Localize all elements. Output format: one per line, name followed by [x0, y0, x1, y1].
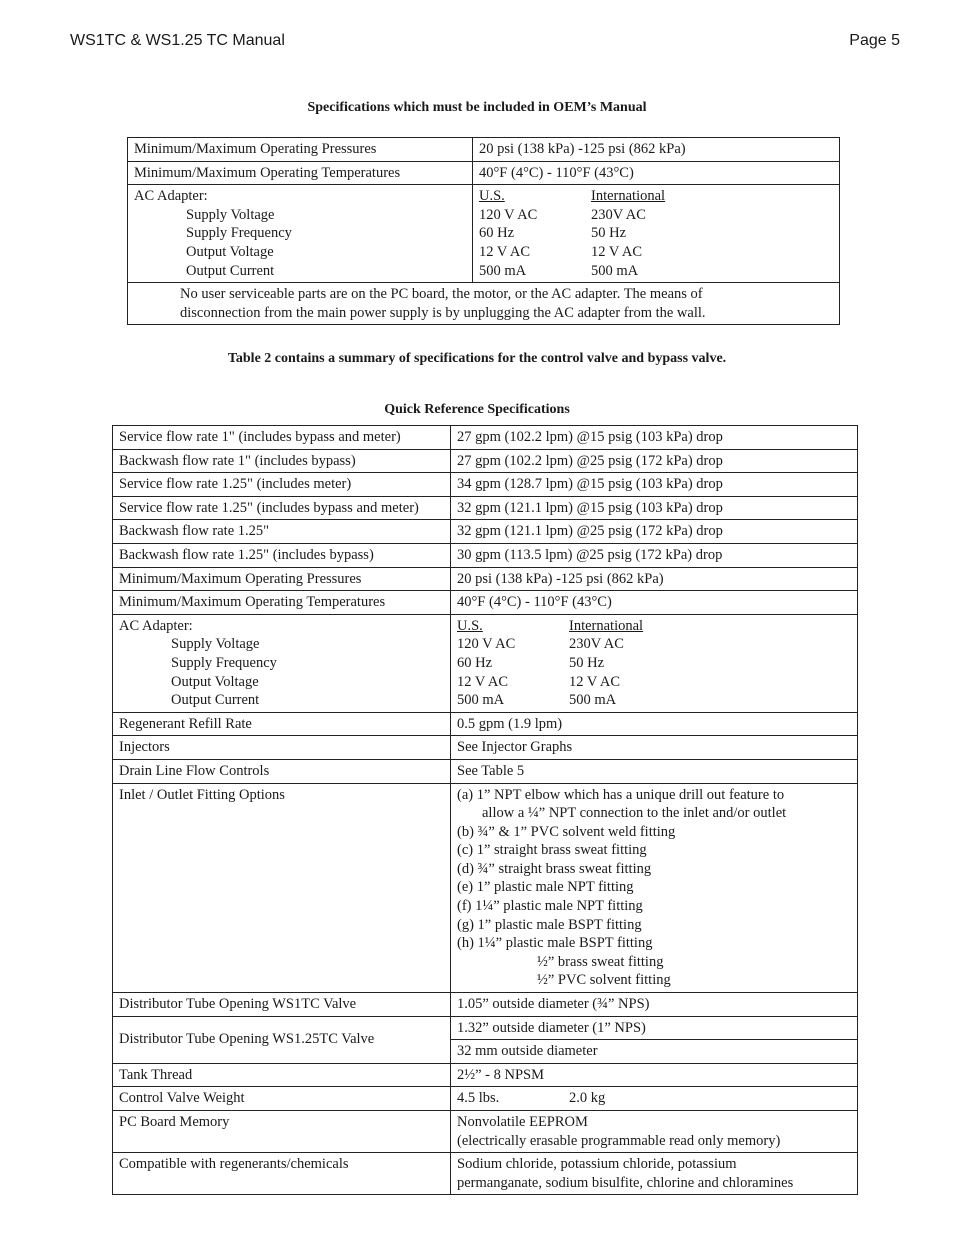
compat-cell	[451, 1153, 858, 1195]
row-value: See Table 5	[451, 759, 858, 783]
table-row	[128, 283, 840, 325]
row-label: Backwash flow rate 1" (includes bypass)	[113, 449, 451, 473]
row-value: 0.5 gpm (1.9 lpm)	[451, 712, 858, 736]
fitting-option: (h) 1¼” plastic male BSPT fitting	[457, 935, 653, 952]
row-label: Minimum/Maximum Operating Temperatures	[128, 161, 473, 185]
intl-value: 230V AC	[591, 206, 646, 223]
row-label: Control Valve Weight	[113, 1087, 451, 1111]
row-value: 27 gpm (102.2 lpm) @25 psig (172 kPa) drop	[451, 449, 858, 473]
us-value: 500 mA	[479, 262, 527, 279]
table-row	[113, 426, 858, 450]
fitting-option: (f) 1¼” plastic male NPT fitting	[457, 898, 643, 915]
intl-value: 50 Hz	[591, 225, 627, 242]
row-value: 34 gpm (128.7 lpm) @15 psig (103 kPa) drop	[451, 473, 858, 497]
weight-lbs: 4.5 lbs.	[457, 1090, 500, 1107]
row-label: Service flow rate 1" (includes bypass and meter)	[113, 426, 451, 450]
row-label: Tank Thread	[113, 1063, 451, 1087]
oem-caption: Specifications which must be included in OEM’s Manual	[307, 100, 647, 115]
row-label: Backwash flow rate 1.25" (includes bypass)	[113, 543, 451, 567]
row-label: Minimum/Maximum Operating Pressures	[128, 138, 473, 162]
memory-cell	[451, 1111, 858, 1153]
us-value: 120 V AC	[479, 206, 538, 223]
us-value: 60 Hz	[457, 654, 493, 671]
manual-title: WS1TC & WS1.25 TC Manual	[70, 32, 285, 49]
ac-item: Supply Frequency	[171, 654, 277, 671]
quick-reference-table	[112, 425, 858, 1195]
row-label: Inlet / Outlet Fitting Options	[113, 783, 451, 993]
summary-text: Table 2 contains a summary of specifications for the control valve and bypass valve.	[227, 351, 727, 366]
row-value: 40°F (4°C) - 110°F (43°C)	[451, 591, 858, 615]
memory-line: Nonvolatile EEPROM	[457, 1114, 588, 1130]
intl-value: 500 mA	[569, 692, 617, 709]
us-heading: U.S.	[457, 617, 483, 634]
table-row	[113, 591, 858, 615]
row-label: PC Board Memory	[113, 1111, 451, 1153]
row-value: 30 gpm (113.5 lpm) @25 psig (172 kPa) drop	[451, 543, 858, 567]
note-line: disconnection from the main power supply is by unplugging the AC adapter from the wall.	[180, 304, 706, 321]
table-row	[128, 138, 840, 162]
table-row	[113, 1063, 858, 1087]
note-cell	[128, 283, 840, 325]
row-value: 20 psi (138 kPa) -125 psi (862 kPa)	[451, 567, 858, 591]
page-number: Page 5	[849, 32, 900, 49]
fitting-option-extra: ½” PVC solvent fitting	[537, 972, 671, 989]
intl-value: 230V AC	[569, 636, 624, 653]
table-row	[113, 759, 858, 783]
us-value: 12 V AC	[479, 243, 531, 260]
ac-adapter-cell	[128, 185, 473, 283]
fitting-option: (a) 1” NPT elbow which has a unique drill out feature to	[457, 786, 785, 803]
row-label: Distributor Tube Opening WS1.25TC Valve	[113, 1016, 451, 1063]
fitting-option: (d) ¾” straight brass sweat fitting	[457, 860, 652, 877]
compat-line: permanganate, sodium bisulfite, chlorine and chloramines	[457, 1174, 794, 1191]
fitting-options-cell	[451, 783, 858, 993]
table-row	[113, 993, 858, 1017]
ac-item: Output Voltage	[186, 243, 274, 260]
table-row	[128, 185, 840, 283]
row-label: Distributor Tube Opening WS1TC Valve	[113, 993, 451, 1017]
ac-item: Output Current	[171, 692, 260, 709]
ac-item: Supply Voltage	[171, 636, 260, 653]
row-value: 32 mm outside diameter	[451, 1040, 858, 1064]
us-value: 120 V AC	[457, 636, 516, 653]
row-label: Compatible with regenerants/chemicals	[113, 1153, 451, 1195]
quick-reference-caption: Quick Reference Specifications	[384, 402, 570, 417]
compat-line: Sodium chloride, potassium chloride, potassium	[457, 1156, 737, 1173]
ac-item: Supply Frequency	[186, 225, 292, 242]
row-value: 32 gpm (121.1 lpm) @25 psig (172 kPa) drop	[451, 520, 858, 544]
table-row	[113, 1087, 858, 1111]
weight-kg: 2.0 kg	[569, 1090, 606, 1107]
row-label: Backwash flow rate 1.25"	[113, 520, 451, 544]
ac-values-cell	[451, 614, 858, 712]
table-row	[113, 520, 858, 544]
row-value: 27 gpm (102.2 lpm) @15 psig (103 kPa) drop	[451, 426, 858, 450]
ac-item: Output Voltage	[171, 673, 259, 690]
row-label: Minimum/Maximum Operating Pressures	[113, 567, 451, 591]
row-value: 32 gpm (121.1 lpm) @15 psig (103 kPa) drop	[451, 496, 858, 520]
ac-item: Output Current	[186, 262, 275, 279]
fitting-option-continued: allow a ¼” NPT connection to the inlet and/or outlet	[482, 805, 787, 822]
ac-item: Supply Voltage	[186, 206, 275, 223]
row-value: 20 psi (138 kPa) -125 psi (862 kPa)	[473, 138, 840, 162]
row-value: See Injector Graphs	[451, 736, 858, 760]
fitting-option: (e) 1” plastic male NPT fitting	[457, 879, 634, 896]
intl-heading: International	[591, 188, 666, 205]
memory-line: (electrically erasable programmable read only memory)	[457, 1132, 781, 1149]
table-row	[113, 496, 858, 520]
row-value: 1.05” outside diameter (¾” NPS)	[451, 993, 858, 1017]
us-heading: U.S.	[479, 188, 505, 205]
table-row	[113, 567, 858, 591]
fitting-option: (b) ¾” & 1” PVC solvent weld fitting	[457, 823, 676, 840]
note-line: No user serviceable parts are on the PC board, the motor, or the AC adapter. The means of	[180, 286, 703, 303]
intl-value: 12 V AC	[569, 673, 621, 690]
table-row	[113, 614, 858, 712]
row-label: Injectors	[113, 736, 451, 760]
intl-heading: International	[569, 617, 644, 634]
fitting-option-extra: ½” brass sweat fitting	[537, 953, 664, 970]
table-row	[113, 1153, 858, 1195]
row-label: Minimum/Maximum Operating Temperatures	[113, 591, 451, 615]
oem-spec-table	[127, 137, 840, 325]
ac-adapter-label: AC Adapter:	[134, 188, 208, 205]
row-label: Service flow rate 1.25" (includes bypass and meter)	[113, 496, 451, 520]
table-row	[113, 783, 858, 993]
us-value: 60 Hz	[479, 225, 515, 242]
table-row	[113, 1016, 858, 1040]
ac-adapter-cell	[113, 614, 451, 712]
weight-cell	[451, 1087, 858, 1111]
table-row	[113, 543, 858, 567]
row-value: 1.32” outside diameter (1” NPS)	[451, 1016, 858, 1040]
row-value: 40°F (4°C) - 110°F (43°C)	[473, 161, 840, 185]
table-row	[113, 449, 858, 473]
intl-value: 500 mA	[591, 262, 639, 279]
row-value: 2½” - 8 NPSM	[451, 1063, 858, 1087]
table-row	[113, 1111, 858, 1153]
table-row	[113, 736, 858, 760]
us-value: 500 mA	[457, 692, 505, 709]
fitting-option: (c) 1” straight brass sweat fitting	[457, 842, 647, 859]
row-label: Service flow rate 1.25" (includes meter)	[113, 473, 451, 497]
row-label: Drain Line Flow Controls	[113, 759, 451, 783]
fitting-option: (g) 1” plastic male BSPT fitting	[457, 916, 642, 933]
table-row	[128, 161, 840, 185]
table-row	[113, 473, 858, 497]
us-value: 12 V AC	[457, 673, 509, 690]
intl-value: 12 V AC	[591, 243, 643, 260]
table-row	[113, 712, 858, 736]
intl-value: 50 Hz	[569, 654, 605, 671]
row-label: Regenerant Refill Rate	[113, 712, 451, 736]
ac-values-cell	[473, 185, 840, 283]
ac-adapter-label: AC Adapter:	[119, 617, 193, 634]
